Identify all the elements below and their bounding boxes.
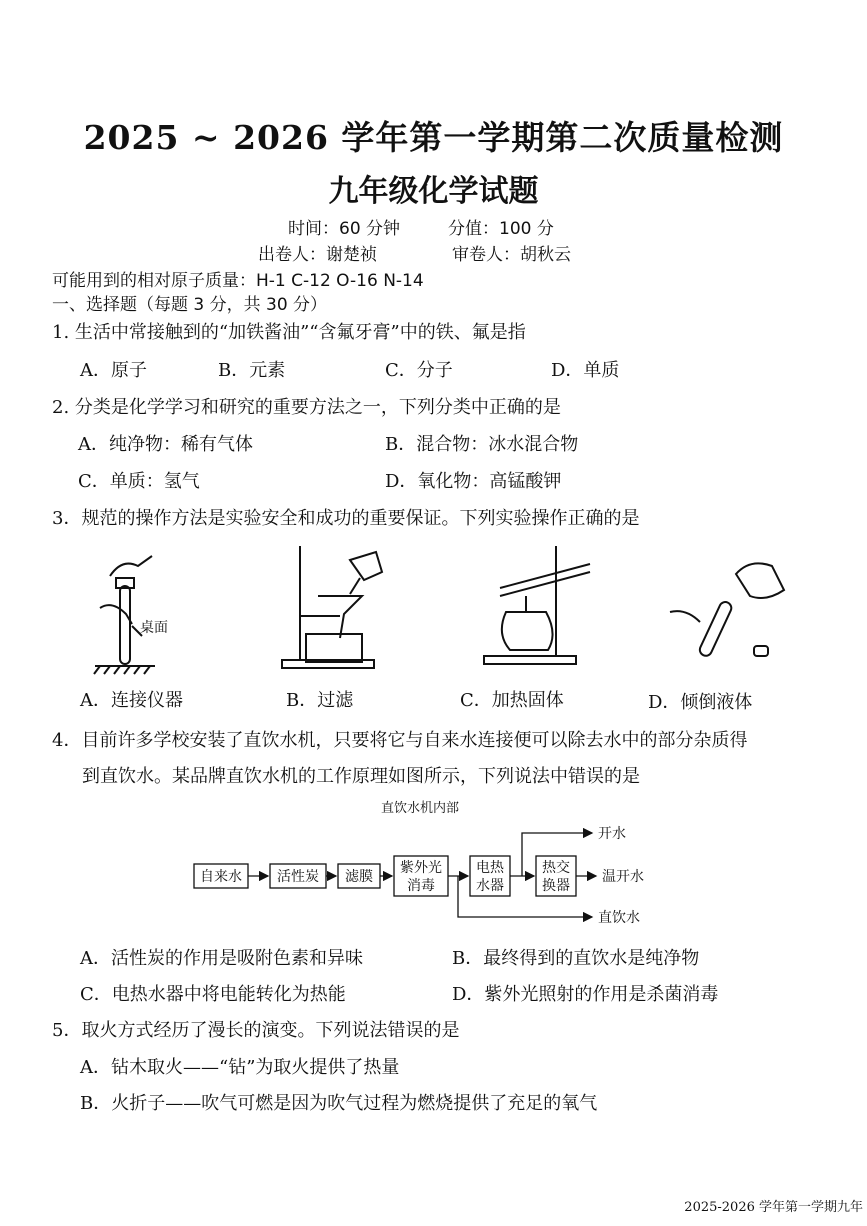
label-warm-water: 温开水 bbox=[602, 869, 644, 885]
water-machine-diagram bbox=[180, 798, 680, 933]
diagram-title: 直饮水机内部 bbox=[380, 801, 460, 816]
atomic-masses: 可能用到的相对原子质量：H-1 C-12 O-16 N-14 bbox=[52, 271, 424, 291]
q1-option-d: D．单质 bbox=[551, 360, 620, 381]
label-membrane: 滤膜 bbox=[345, 869, 373, 885]
section-title: 一、选择题（每题 3 分，共 30 分） bbox=[52, 295, 328, 315]
q5-option-a: A．钻木取火——“钻”为取火提供了热量 bbox=[80, 1057, 400, 1078]
q3-option-a: A．连接仪器 bbox=[80, 690, 183, 711]
q4-stem-line1: 4．目前许多学校安装了直饮水机，只要将它与自来水连接便可以除去水中的部分杂质得 bbox=[52, 730, 748, 751]
q2-option-a: A．纯净物：稀有气体 bbox=[78, 434, 253, 455]
label-uv-2: 消毒 bbox=[407, 878, 435, 894]
label-direct-water: 直饮水 bbox=[598, 910, 640, 926]
q3-apparatus-figures bbox=[60, 538, 820, 688]
label-heater-1: 电热 bbox=[476, 860, 504, 876]
exam-time: 时间：60 分钟 bbox=[288, 219, 401, 239]
q1-option-c: C．分子 bbox=[385, 360, 453, 381]
q3-option-b: B．过滤 bbox=[286, 690, 354, 711]
q5-stem: 5．取火方式经历了漫长的演变。下列说法错误的是 bbox=[52, 1020, 460, 1041]
label-tap-water: 自来水 bbox=[200, 869, 242, 885]
q3-stem: 3．规范的操作方法是实验安全和成功的重要保证。下列实验操作正确的是 bbox=[52, 508, 640, 529]
q2-stem: 2. 分类是化学学习和研究的重要方法之一，下列分类中正确的是 bbox=[52, 397, 561, 418]
figure-a-connecting bbox=[94, 556, 155, 674]
q1-option-b: B．元素 bbox=[218, 360, 286, 381]
page-footer: 2025-2026 学年第一学期九年 bbox=[684, 1200, 863, 1215]
q4-option-a: A．活性炭的作用是吸附色素和异味 bbox=[80, 948, 363, 969]
q4-option-c: C．电热水器中将电能转化为热能 bbox=[80, 984, 346, 1005]
exam-reviewer: 审卷人：胡秋云 bbox=[452, 245, 571, 265]
exam-subtitle: 九年级化学试题 bbox=[328, 174, 539, 209]
label-carbon: 活性炭 bbox=[277, 869, 319, 885]
figure-d-pouring bbox=[670, 563, 784, 657]
q1-option-a: A．原子 bbox=[80, 360, 147, 381]
exam-author: 出卷人：谢楚祯 bbox=[258, 245, 377, 265]
q4-stem-line2: 到直饮水。某品牌直饮水机的工作原理如图所示，下列说法中错误的是 bbox=[82, 766, 640, 787]
q1-stem: 1. 生活中常接触到的“加铁酱油”“含氟牙膏”中的铁、氟是指 bbox=[52, 322, 526, 343]
label-exchanger-2: 换器 bbox=[542, 878, 570, 894]
q4-option-d: D．紫外光照射的作用是杀菌消毒 bbox=[452, 984, 719, 1005]
label-heater-2: 水器 bbox=[476, 878, 504, 894]
q2-option-d: D．氧化物：高锰酸钾 bbox=[385, 471, 562, 492]
q3-option-c: C．加热固体 bbox=[460, 690, 564, 711]
label-boiling-water: 开水 bbox=[598, 826, 626, 842]
figure-b-filtration bbox=[282, 546, 382, 668]
q5-option-b: B．火折子——吹气可燃是因为吹气过程为燃烧提供了充足的氧气 bbox=[80, 1093, 598, 1114]
q2-option-b: B．混合物：冰水混合物 bbox=[385, 434, 579, 455]
label-uv-1: 紫外光 bbox=[400, 860, 442, 876]
q2-option-c: C．单质：氢气 bbox=[78, 471, 200, 492]
exam-score: 分值：100 分 bbox=[448, 219, 554, 239]
q3-option-d: D．倾倒液体 bbox=[648, 692, 753, 713]
q4-option-b: B．最终得到的直饮水是纯净物 bbox=[452, 948, 700, 969]
exam-title: 2025 ~ 2026 学年第一学期第二次质量检测 bbox=[83, 118, 784, 157]
figure-c-heating bbox=[484, 546, 590, 664]
desk-label: 桌面 bbox=[140, 620, 168, 636]
label-exchanger-1: 热交 bbox=[542, 860, 570, 876]
